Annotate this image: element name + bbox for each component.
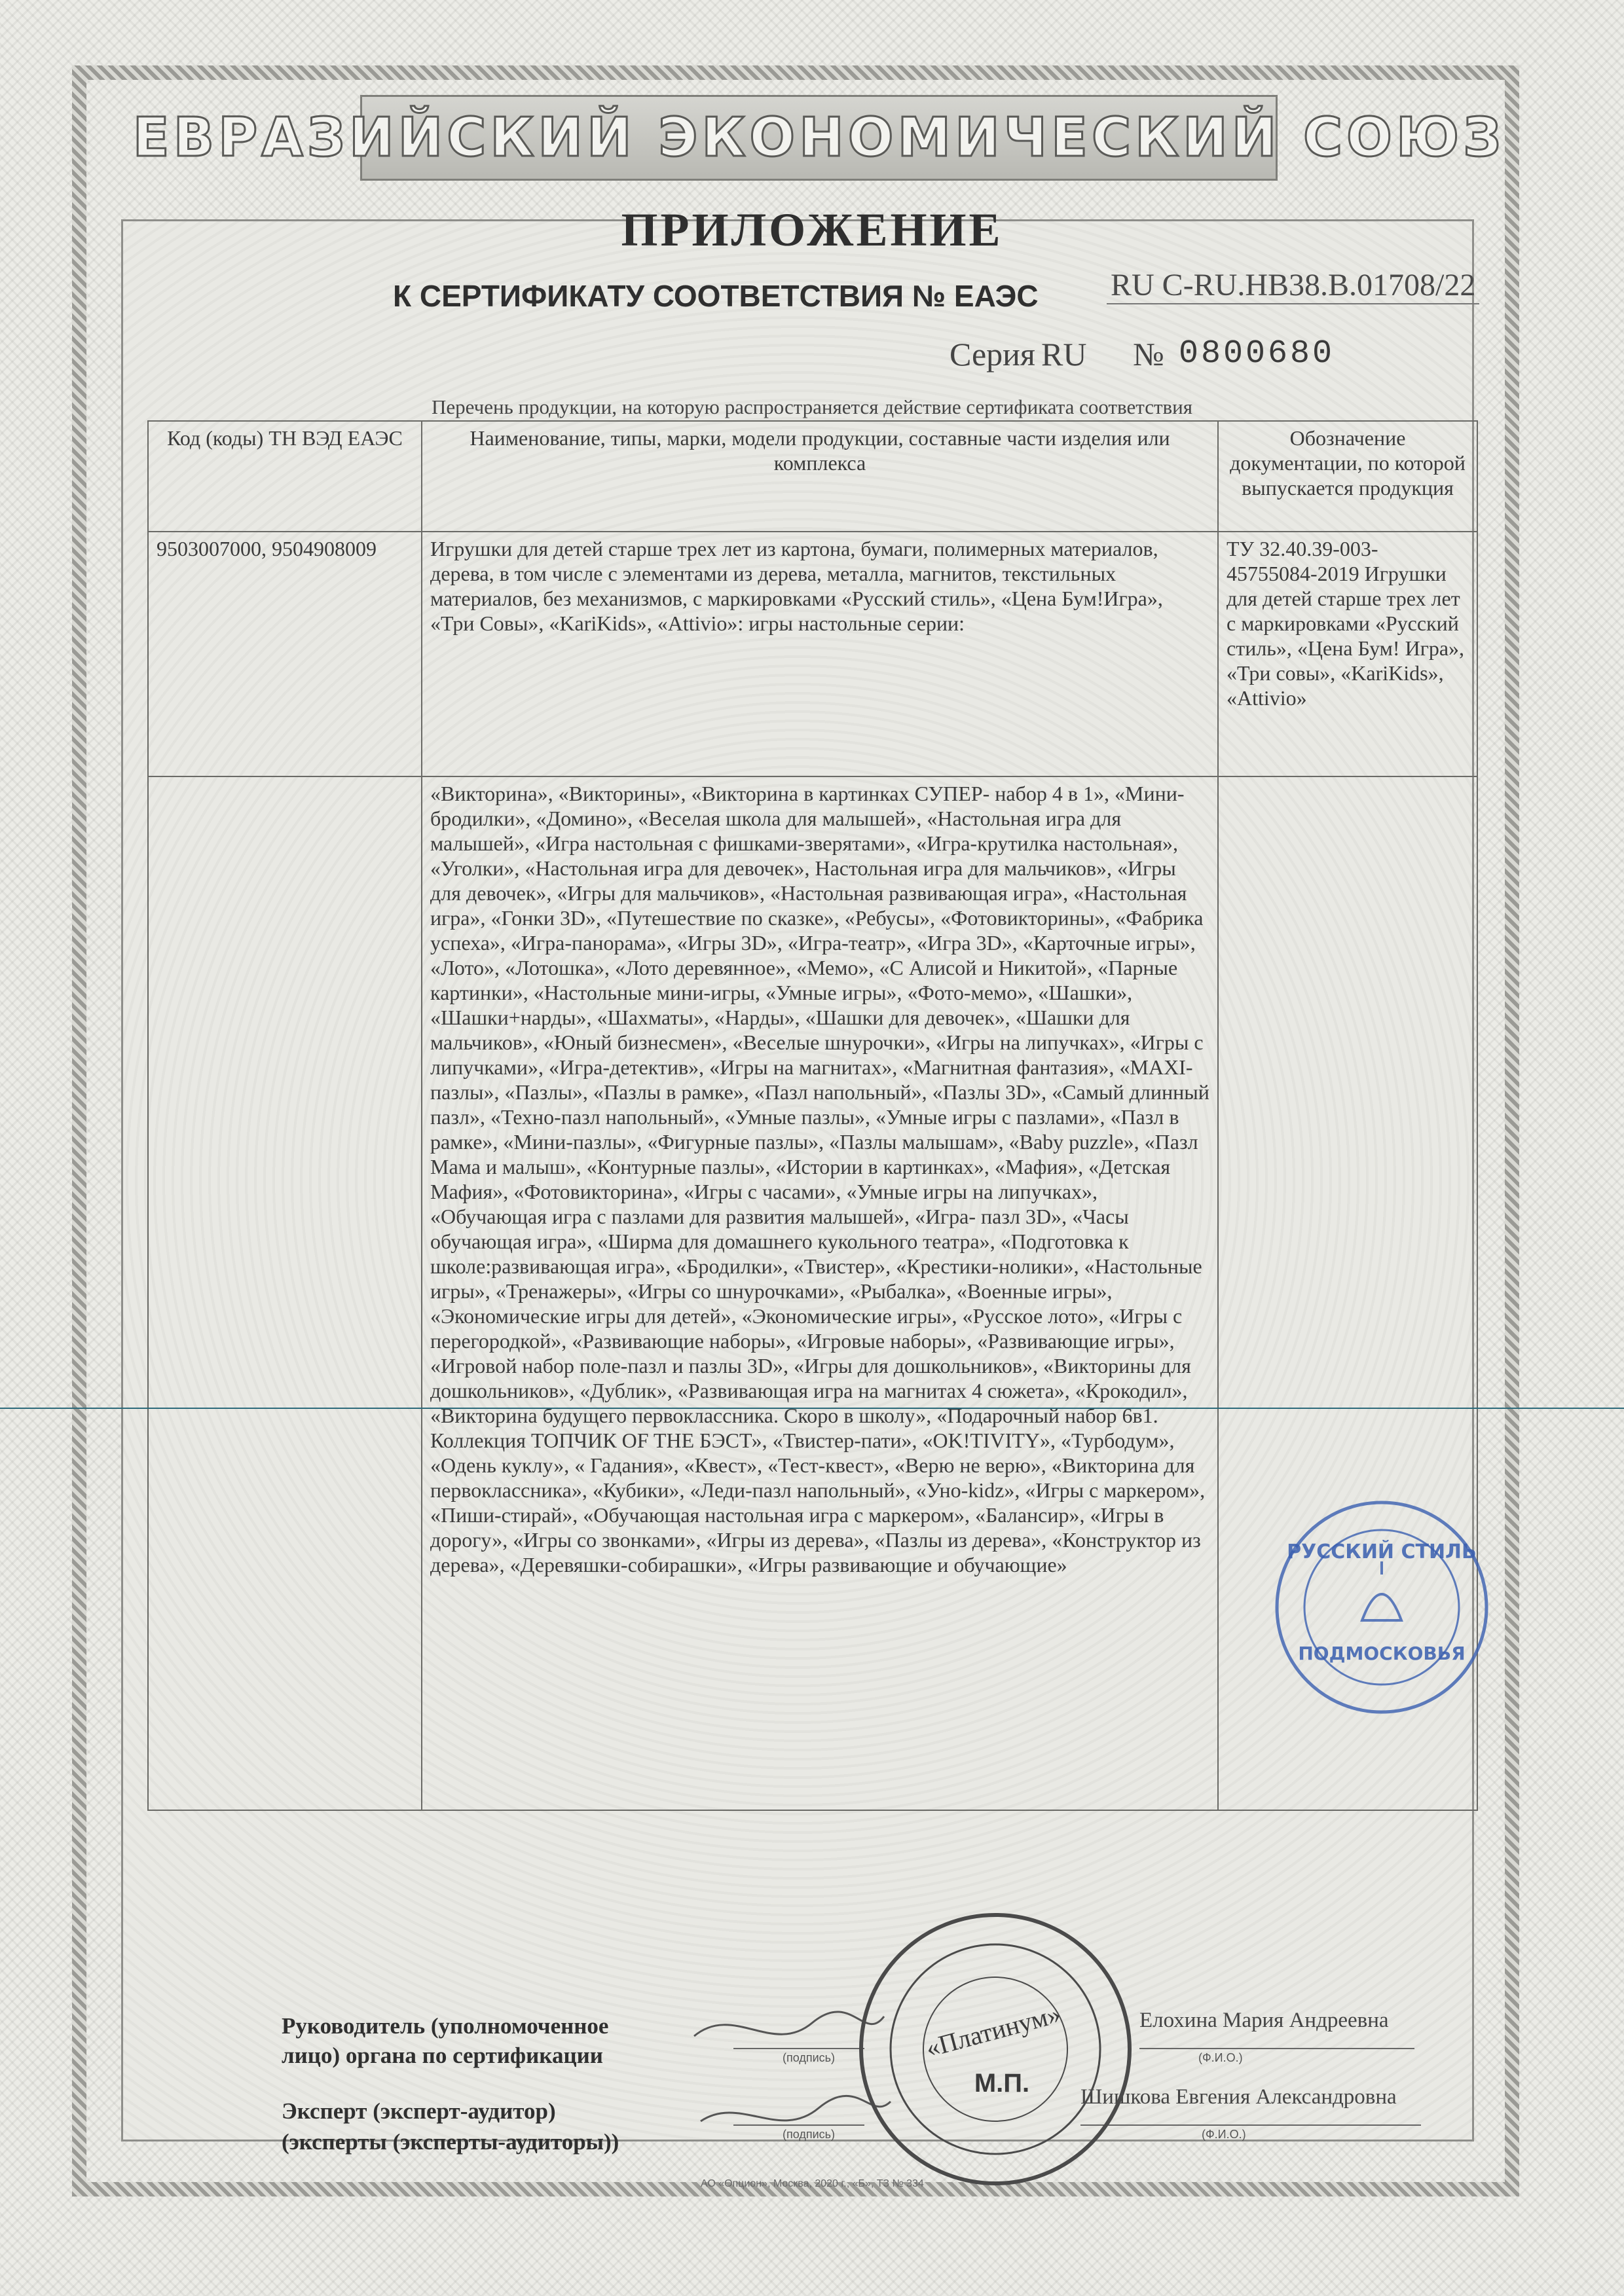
head-sign-caption: (подпись) — [783, 2051, 836, 2064]
list-caption: Перечень продукции, на которую распространяется действие сертификата соответствия — [432, 395, 1192, 418]
number-label: № — [1133, 336, 1164, 373]
blank-number: 0800680 — [1179, 335, 1335, 373]
union-title: ЕВРАЗИЙСКИЙ ЭКОНОМИЧЕСКИЙ СОЮЗ — [132, 107, 1505, 169]
scan-line — [0, 1408, 1624, 1409]
expert-sign-caption: (подпись) — [783, 2128, 836, 2141]
header-doc: Обозначение документации, по которой выпускается продукция — [1218, 421, 1477, 532]
round-stamp — [851, 1905, 1139, 2193]
head-fio-line — [1139, 2048, 1414, 2049]
round-stamp-center: «Платинум» — [922, 1998, 1064, 2063]
expert-label-2: (эксперты (эксперты-аудиторы)) — [282, 2129, 619, 2155]
table-header-row — [148, 421, 1477, 532]
row-code — [148, 776, 422, 1810]
row-name: Игрушки для детей старше трех лет из картона, бумаги, полимерных материалов, дерева, в том числе с элементами из дерева, металла, магнитов, текстильных материалов, без механизмов, с маркировками «Русский стиль», «Цена Бум!Игра», «Три Совы», «KariKids», «Attivio»: игры настольные серии: — [422, 532, 1218, 776]
head-label-2: лицо) органа по сертификации — [282, 2043, 603, 2068]
series-value: RU — [1041, 336, 1087, 373]
table-row — [148, 532, 1477, 776]
page-title: ПРИЛОЖЕНИЕ — [621, 204, 1003, 256]
mp-label: М.П. — [974, 2069, 1030, 2098]
head-name: Елохина Мария Андреевна — [1139, 2009, 1389, 2032]
blue-stamp — [1270, 1496, 1493, 1719]
header-code: Код (коды) ТН ВЭД ЕАЭС — [148, 421, 422, 532]
header-name: Наименование, типы, марки, модели продукции, составные части изделия или комплекса — [422, 421, 1218, 532]
row-doc: ТУ 32.40.39-003-45755084-2019 Игрушки для детей старше трех лет с маркировками «Русский стиль», «Цена Бум! Игра», «Три совы», «KariKids», «Attivio» — [1218, 532, 1477, 776]
series-label: Серия — [950, 336, 1035, 373]
expert-label-1: Эксперт (эксперт-аудитор) — [282, 2098, 556, 2124]
head-fio-caption: (Ф.И.О.) — [1198, 2051, 1243, 2064]
row-name: «Викторина», «Викторины», «Викторина в картинках СУПЕР- набор 4 в 1», «Мини-бродилки», «Домино», «Веселая школа для малышей», «Настольная игра для малышей», «Игра настольная с фишками-зверятами», «Игра-крутилка настольная», «Уголки», «Настольная игра для девочек», Настольная игра для мальчиков», «Игры для девочек», «Игры для мальчиков», «Настольная развивающая игра», «Настольная игра», «Гонки 3D», «Путешествие по сказке», «Ребусы», «Фотовикторины», «Фабрика успеха», «Игра-панорама», «Игры 3D», «Игра-театр», «Игра 3D», «Карточные игры», «Лото», «Лотошка», «Лото деревянное», «Мемо», «С Алисой и Никитой», «Парные картинки», «Настольные мини-игры, «Умные игры», «Фото-мемо», «Шашки», «Шашки+нарды», «Шахматы», «Нарды», «Шашки для девочек», «Шашки для мальчиков», «Юный бизнесмен», «Веселые шнурочки», «Игры на липучках», «Игры с липучками», «Игра-детектив», «Игры на магнитах», «Магнитная фантазия», «MAXI-пазлы», «Пазлы», «Пазлы в рамке», «Пазл напольный», «Пазлы 3D», «Самый длинный пазл», «Техно-пазл напольный», «Умные пазлы», «Умные игры с пазлами», «Пазл в рамке», «Мини-пазлы», «Фигурные пазлы», «Пазлы малышам», «Baby puzzle», «Пазл Мама и малыш», «Контурные пазлы», «Истории в картинках», «Мафия», «Детская Мафия», «Фотовикторина», «Игры с часами», «Умные игры на липучках», «Обучающая игра с пазлами для развития малышей», «Игра- пазл 3D», «Часы обучающая игра», «Ширма для домашнего кукольного театра», «Подготовка к школе:развивающая игра», «Бродилки», «Твистер», «Крестики-нолики», «Настольные игры», «Тренажеры», «Игры со шнурочками», «Рыбалка», «Военные игры», «Экономические игры для детей», «Экономические игры», «Русское лото», «Игры с перегородкой», «Развивающие наборы», «Игровые наборы», «Развивающие игры», «Игровой набор поле-пазл и пазлы 3D», «Игры для дошкольников», «Викторины для дошкольников», «Дублик», «Развивающая игра на магнитах 4 сюжета», «Крокодил», «Викторина будущего первоклассника. Скоро в школу», «Подарочный набор 6в1. Коллекция ТОПЧИК OF THE БЭСТ», «Твистер-пати», «OK!TIVITY», «Турбодум», «Одень куклу», « Гадания», «Квест», «Тест-квест», «Верю не верю», «Викторина для первоклассника», «Кубики», «Леди-пазл напольный», «Уно-kidz», «Игры с маркером», «Пиши-стирай», «Обучающая настольная игра с маркером», «Балансир», «Игры в дорогу», «Игры со звонками», «Игры из дерева», «Пазлы из дерева», «Конструктор из дерева», «Деревяшки-собирашки», «Игры развивающие и обучающие» — [422, 776, 1218, 1810]
expert-name: Шишкова Евгения Александровна — [1080, 2085, 1397, 2109]
stamp-blue-bottom: ПОДМОСКОВЬЯ — [1298, 1643, 1466, 1664]
certificate-subtitle: К СЕРТИФИКАТУ СООТВЕТСТВИЯ № ЕАЭС — [393, 279, 1039, 313]
stamp-blue-top: РУССКИЙ СТИЛЬ — [1287, 1540, 1477, 1563]
print-footer: АО «Опцион», Москва, 2020 г., «Б», ТЗ № 334 — [701, 2178, 924, 2189]
union-banner — [132, 95, 1505, 181]
row-code: 9503007000, 9504908009 — [148, 532, 422, 776]
head-label-1: Руководитель (уполномоченное — [282, 2013, 609, 2039]
certificate-number: RU C-RU.НВ38.В.01708/22 — [1107, 267, 1479, 304]
expert-fio-caption: (Ф.И.О.) — [1202, 2128, 1246, 2141]
